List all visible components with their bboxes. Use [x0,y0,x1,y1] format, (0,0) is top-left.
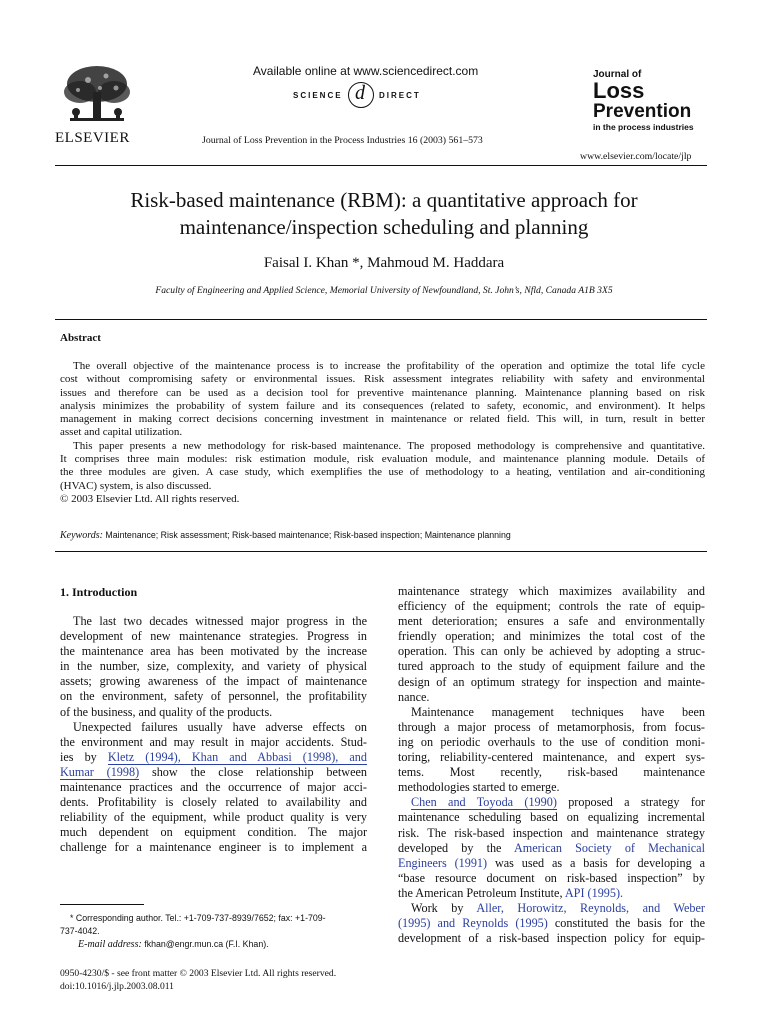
footnote-line1: * Corresponding author. Tel.: +1-709-737-8939/7652; fax: +1-709- [70,913,326,923]
body-line: friendly operation; and minimizes the total cost of the [398,629,705,644]
footnote-email[interactable]: fkhan@engr.mun.ca (F.I. Khan). [144,939,269,949]
body-line: reliability of the equipment, while product quality is very [60,810,367,825]
abstract-top-divider [55,319,707,320]
body-text: was used as a basis for developing a [487,855,705,870]
body-line [398,901,705,916]
elsevier-tree-logo [60,62,134,128]
citation-link-asme[interactable]: American Society of Mechanical [513,840,705,855]
footnote [60,912,367,951]
body-text: the American Petroleum Institute, [398,885,565,900]
journal-logo-subtitle: in the process industries [593,122,694,132]
body-line: ing on periodic overhauls to the use of condition moni- [398,734,705,749]
footnote-line2: 737-4042. [60,926,100,936]
footnote-email-line [60,938,367,951]
abstract-line: management in making correct decisions concerning investment in maintenance or related field. This will, in turn, result in better [60,413,705,426]
body-text: Work by [411,900,477,915]
body-line: through a major process of metamorphosis, from focus- [398,719,705,734]
abstract-copyright: © 2003 Elsevier Ltd. All rights reserved. [60,492,240,505]
body-line: development of new maintenance strategies. Progress in [60,629,367,644]
body-line: design of an optimum strategy for inspection and mainte- [398,674,705,689]
paper-title-line2: maintenance/inspection scheduling and planning [179,215,589,239]
citation-link-reynolds[interactable]: (1995) and Reynolds (1995) [398,916,548,931]
body-line: Unexpected failures usually have adverse effects on [73,719,367,734]
body-line: much dependent on equipment condition. The major [60,825,367,840]
body-line: “base resource document on risk-based inspection” by [398,870,705,885]
body-line: ment deterioration; ensures a safe and environmentally [398,614,705,629]
publisher-name: ELSEVIER [55,130,130,146]
body-line: maintenance strategy which maximizes availability and [398,584,705,598]
body-line: maintenance practices and the occurrence of major acci- [60,780,367,795]
abstract-line: It comprises three main modules: risk estimation module, risk evaluation module, and maintenance planning module. Details of [60,453,705,466]
citation-link-kumar[interactable]: Kumar (1998) [60,764,140,779]
citation-link-asme-year[interactable]: Engineers (1991) [398,855,488,870]
body-line: methodologies started to emerge. [398,780,560,795]
body-line: operation. This can only be achieved by adopting a struc- [398,644,705,659]
journal-logo-loss: Loss [593,78,645,103]
citation-link-kletz-khan[interactable]: Kletz (1994), Khan and Abbasi (1998), and [107,749,367,764]
front-matter-line: 0950-4230/$ - see front matter © 2003 Elsevier Ltd. All rights reserved. [60,968,337,979]
body-line: the maintenance area has been motivated by the increase [60,644,367,659]
body-line: toring, reliability-centered maintenance, and expert sys- [398,750,705,765]
abstract-line: asset and capital utilization. [60,426,183,439]
footnote-email-label: E-mail address: [78,939,142,950]
body-line: of the business, and quality of the products. [60,704,273,719]
body-line [398,841,705,856]
body-line: Maintenance management techniques have been [411,704,705,719]
body-text: show the close relationship between [139,764,367,779]
abstract-bottom-divider [55,551,707,552]
body-text: developed by the [398,840,514,855]
header-divider [55,165,707,166]
citation-link-chen[interactable]: Chen and Toyoda (1990) [411,795,557,810]
body-line: development of a risk-based inspection policy for equip- [398,931,705,946]
abstract-heading: Abstract [60,332,101,344]
sciencedirect-left: SCIENCE [293,91,343,100]
sciencedirect-glyph: d [355,82,365,104]
keywords [60,530,511,541]
abstract-line: issues and therefore can be used as a decision tool for preventive maintenance planning. Maintenance planning based on risk [60,386,705,399]
intro-heading: 1. Introduction [60,585,138,599]
keywords-text: Maintenance; Risk assessment; Risk-based maintenance; Risk-based inspection; Maintenance planning [105,530,511,540]
body-line [398,916,705,931]
body-line [398,886,705,901]
footnote-divider [60,904,144,905]
available-online-text: Available online at www.sciencedirect.com [253,64,479,78]
body-line: efficiency of the equipment; controls the rate of equip- [398,599,705,614]
paper-title-line1: Risk-based maintenance (RBM): a quantitative approach for [130,188,638,212]
body-line: dents. Profitability is closely related to availability and [60,795,367,810]
body-line: nance. [398,689,430,704]
body-line [398,795,705,810]
doi-line[interactable]: doi:10.1016/j.jlp.2003.08.011 [60,981,174,992]
body-line: The last two decades witnessed major progress in the [73,614,367,628]
journal-logo [593,70,694,132]
body-text: ies by [60,749,108,764]
journal-logo-prevention: Prevention [593,101,692,122]
abstract-line: The overall objective of the maintenance process is to increase the profitability of the operation and optimize the total life cycle [73,360,705,372]
body-line: on the environment, safety of personnel, the profitability [60,689,367,704]
sciencedirect-logo [293,82,443,112]
body-text: constituted the basis for the [547,916,705,931]
body-line: assets; growing awareness of the impact of maintenance [60,674,367,689]
body-line [60,750,367,765]
body-text: proposed a strategy for [556,795,705,810]
journal-url[interactable]: www.elsevier.com/locate/jlp [580,151,692,162]
abstract-line: (HVAC) system, is also discussed. [60,479,212,492]
body-line: challenge for a maintenance engineer is to implement a [60,840,367,855]
body-line: the environment and may result in major accidents. Stud- [60,734,367,749]
journal-logo-of: Journal of [593,69,642,80]
body-line: maintenance scheduling based on equalizing incremental [398,810,705,825]
citation-link-api[interactable]: API (1995). [564,885,624,900]
abstract-body [60,360,705,506]
body-line: risk. The risk-based inspection and maintenance strategy [398,825,705,840]
body-line [60,765,367,780]
citation-link-aller[interactable]: Aller, Horowitz, Reynolds, and Weber [476,900,705,915]
sciencedirect-right: DIRECT [379,91,421,100]
body-line: tems. Most recently, risk-based maintenance [398,765,705,780]
abstract-line: This paper presents a new methodology for risk-based maintenance. The proposed methodology is comprehensive and quantitative. [73,439,705,452]
abstract-line: cost without compromising safety or environmental issues. Risk assessment integrates reliability with safety and environmental [60,373,705,386]
paper-affiliation: Faculty of Engineering and Applied Science, Memorial University of Newfoundland, St. John’s, Nfld, Canada A1B 3X5 [155,285,613,296]
body-line [398,856,705,871]
body-line: in the number, size, complexity, and variety of physical [60,659,367,674]
left-column [60,614,367,856]
abstract-line: the three modules are given. A case study, which exemplifies the use of methodology to a heating, ventilation and air-conditioning [60,466,705,479]
body-line: tured approach to the study of equipment failure and the [398,659,705,674]
abstract-line: analysis minimizes the probability of system failure and its consequences (related to safety, economic, and environment). It helps [60,399,705,412]
right-column [398,584,705,946]
journal-reference: Journal of Loss Prevention in the Process Industries 16 (2003) 561–573 [202,135,483,146]
keywords-label: Keywords: [60,530,103,541]
paper-authors: Faisal I. Khan *, Mahmoud M. Haddara [263,255,505,271]
